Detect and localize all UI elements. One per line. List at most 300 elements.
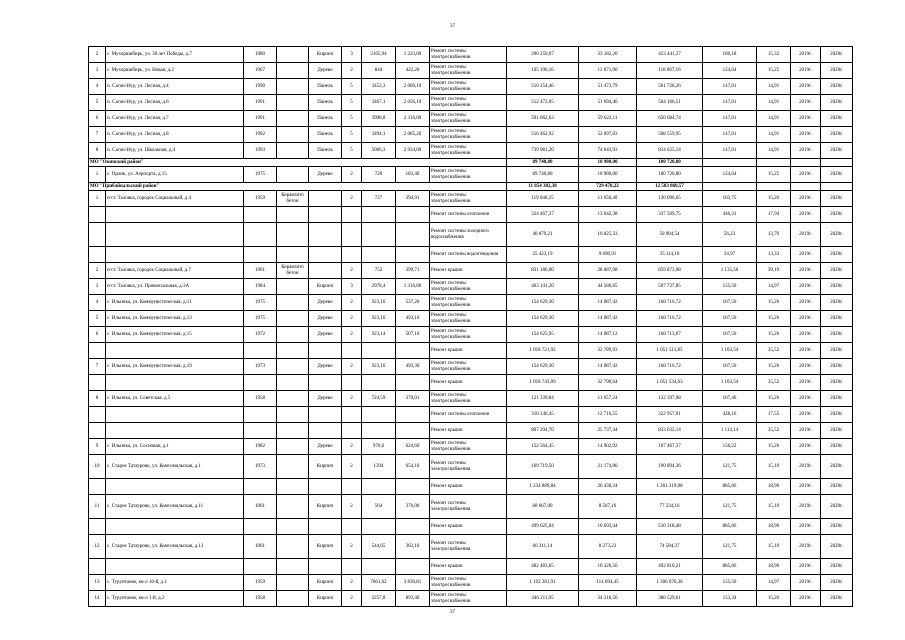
- cost-extra: 14 087,42: [579, 311, 637, 327]
- address: с. Ильинка, ул. Коммунистическая, д.11: [106, 295, 244, 311]
- empty-cell: [362, 407, 396, 423]
- cost-extra-per-m2: 15,26: [757, 391, 791, 407]
- table-row: [89, 111, 853, 127]
- cost-extra: 59 622,11: [579, 111, 637, 127]
- total-area: 2257,8: [362, 591, 396, 607]
- address: п. Саган-Нур, ул. Лесная, д.7: [106, 111, 244, 127]
- empty-cell: [342, 247, 362, 263]
- cost-main: 324 467,37: [507, 207, 579, 223]
- cost-total: 74 584,37: [637, 535, 703, 559]
- year-start: 2019г.: [791, 407, 821, 423]
- wall-material-a: [277, 311, 309, 327]
- empty-cell: [309, 207, 342, 223]
- work-type: Ремонт системы отопления: [430, 207, 507, 223]
- cost-per-m2: 147,81: [703, 127, 757, 143]
- floors: 2: [342, 167, 362, 183]
- cost-main: 169 719,50: [507, 455, 579, 479]
- work-type: Ремонт крыши: [430, 559, 507, 575]
- work-type: Ремонт системы электроснабжения: [430, 167, 507, 183]
- address: п/ст. Таловка, городок Социальный, д.4: [106, 191, 244, 207]
- empty-cell: [362, 207, 396, 223]
- year-end: 2020г.: [821, 375, 853, 391]
- empty-cell: [396, 423, 430, 439]
- empty-cell: [791, 159, 821, 167]
- sub-row: [89, 247, 853, 263]
- wall-material-a: [277, 575, 309, 591]
- sub-row: [89, 559, 853, 575]
- address: с. Ильинка, ул. Коммунистическая, д.15: [106, 327, 244, 343]
- wall-material-a: [277, 79, 309, 95]
- floors: 5: [342, 127, 362, 143]
- cost-extra-per-m2: 15,20: [757, 591, 791, 607]
- floors: 2: [342, 391, 362, 407]
- empty-cell: [362, 479, 396, 495]
- cost-extra-per-m2: 14,91: [757, 127, 791, 143]
- cost-extra: 11 057,24: [579, 391, 637, 407]
- address: с. Орлик, ул. Аэрпорта, д.15: [106, 167, 244, 183]
- empty-cell: [106, 207, 244, 223]
- year-end: 2020г.: [821, 207, 853, 223]
- cost-total: 492 810,21: [637, 559, 703, 575]
- work-type: Ремонт системы электроснабжения: [430, 191, 507, 207]
- wall-material-a: [277, 295, 309, 311]
- year-end: 2020г.: [821, 359, 853, 375]
- section-row: [89, 159, 853, 167]
- year-end: 2020г.: [821, 575, 853, 591]
- year-built: 1961: [244, 535, 277, 559]
- year-built: 1959: [244, 575, 277, 591]
- table-row: [89, 391, 853, 407]
- year-start: 2019г.: [791, 327, 821, 343]
- cost-per-m2: 155,50: [703, 575, 757, 591]
- year-start: 2019г.: [791, 423, 821, 439]
- year-end: 2020г.: [821, 111, 853, 127]
- empty-cell: [277, 207, 309, 223]
- cost-extra-per-m2: 17,94: [757, 207, 791, 223]
- cost-main: 512 472,05: [507, 95, 579, 111]
- empty-cell: [244, 407, 277, 423]
- year-built: 1975: [244, 295, 277, 311]
- cost-extra: 51 473,79: [579, 79, 637, 95]
- cost-main: 89 740,80: [507, 167, 579, 183]
- empty-cell: [244, 343, 277, 359]
- year-start: 2019г.: [791, 79, 821, 95]
- cost-main: 1 234 889,84: [507, 479, 579, 495]
- cost-per-m2: 121,75: [703, 495, 757, 519]
- table-row: [89, 575, 853, 591]
- empty-cell: [277, 479, 309, 495]
- year-end: 2020г.: [821, 423, 853, 439]
- floors: 5: [342, 95, 362, 111]
- living-area: 654,10: [396, 455, 430, 479]
- wall-material: Панель: [309, 111, 342, 127]
- empty-cell: [244, 223, 277, 247]
- year-end: 2020г.: [821, 495, 853, 519]
- year-start: 2019г.: [791, 207, 821, 223]
- year-end: 2020г.: [821, 223, 853, 247]
- cost-total: 1 051 534,63: [637, 375, 703, 391]
- floors: 2: [342, 439, 362, 455]
- row-number: 1: [89, 191, 106, 207]
- work-type: Ремонт системы электроснабжения: [430, 279, 507, 295]
- cost-per-m2: 167,50: [703, 295, 757, 311]
- row-number: 10: [89, 455, 106, 479]
- year-built: 1973: [244, 359, 277, 375]
- living-area: 624,60: [396, 439, 430, 455]
- wall-material: Дерево: [309, 439, 342, 455]
- cost-extra-per-m2: 14,91: [757, 143, 791, 159]
- cost-extra: 14 087,12: [579, 327, 637, 343]
- year-end: 2020г.: [821, 127, 853, 143]
- empty-cell: [244, 423, 277, 439]
- cost-extra-per-m2: 14,91: [757, 111, 791, 127]
- floors: 5: [342, 79, 362, 95]
- work-type: Ремонт системы электроснабжения: [430, 311, 507, 327]
- work-type: Ремонт системы электроснабжения: [430, 391, 507, 407]
- year-start: 2019г.: [791, 95, 821, 111]
- empty-cell: [89, 343, 106, 359]
- empty-cell: [396, 559, 430, 575]
- empty-cell: [396, 407, 430, 423]
- year-built: 1975: [244, 311, 277, 327]
- row-number: 7: [89, 127, 106, 143]
- wall-material-a: [277, 535, 309, 559]
- empty-cell: [309, 247, 342, 263]
- cost-total: 130 096,65: [637, 191, 703, 207]
- wall-material-a: [277, 495, 309, 519]
- cost-per-m2: 56,23: [703, 223, 757, 247]
- cost-main: 739 981,20: [507, 143, 579, 159]
- year-end: 2020г.: [821, 263, 853, 279]
- floors: 5: [342, 111, 362, 127]
- empty-cell: [342, 423, 362, 439]
- living-area: 1 223,00: [396, 47, 430, 63]
- year-end: 2020г.: [821, 327, 853, 343]
- cost-total: 168 716,72: [637, 311, 703, 327]
- wall-material: Дерево: [309, 167, 342, 183]
- living-area: 2 056,10: [396, 95, 430, 111]
- year-start: 2019г.: [791, 247, 821, 263]
- living-area: 399,71: [396, 263, 430, 279]
- year-start: 2019г.: [791, 127, 821, 143]
- empty-cell: [277, 423, 309, 439]
- living-area: 493,10: [396, 311, 430, 327]
- cost-per-m2: 124,64: [703, 167, 757, 183]
- row-number: 3: [89, 63, 106, 79]
- cost-total: 168 716,72: [637, 295, 703, 311]
- living-area: 422,20: [396, 63, 430, 79]
- cost-extra-per-m2: 15,25: [757, 63, 791, 79]
- row-number: 7: [89, 359, 106, 375]
- page-number-bottom: 37: [450, 610, 455, 615]
- cost-extra-per-m2: 14,97: [757, 279, 791, 295]
- cost-extra: 28 687,08: [579, 263, 637, 279]
- empty-cell: [396, 375, 430, 391]
- wall-material-a: [277, 439, 309, 455]
- cost-extra: 21 174,86: [579, 455, 637, 479]
- year-start: 2019г.: [791, 263, 821, 279]
- cost-extra-per-m2: 15,26: [757, 439, 791, 455]
- cost-main: 516 462,92: [507, 127, 579, 143]
- year-end: 2020г.: [821, 63, 853, 79]
- year-end: 2020г.: [821, 559, 853, 575]
- cost-per-m2: 124,64: [703, 63, 757, 79]
- wall-material: Дерево: [309, 359, 342, 375]
- cost-total: 568 559,95: [637, 127, 703, 143]
- empty-cell: [396, 207, 430, 223]
- cost-extra-per-m2: 18,96: [757, 559, 791, 575]
- address: с. Турунтаево, кв-л 16-й, д.1: [106, 575, 244, 591]
- year-end: 2020г.: [821, 79, 853, 95]
- work-type: Ремонт системы электроснабжения: [430, 111, 507, 127]
- address: с. Ильинка, ул. Советская, д.5: [106, 391, 244, 407]
- cost-extra: 8 567,16: [579, 495, 637, 519]
- wall-material-a: [277, 63, 309, 79]
- cost-per-m2: 167,50: [703, 327, 757, 343]
- living-area: 493,30: [396, 359, 430, 375]
- cost-extra: 11 050,40: [579, 191, 637, 207]
- cost-main: 346 211,05: [507, 591, 579, 607]
- wall-material-a: [277, 279, 309, 295]
- year-end: 2020г.: [821, 95, 853, 111]
- cost-extra-per-m2: 15,26: [757, 359, 791, 375]
- year-built: 1961: [244, 495, 277, 519]
- year-start: 2019г.: [791, 375, 821, 391]
- section-total-extra: 10 980,00: [579, 159, 637, 167]
- year-start: 2019г.: [791, 311, 821, 327]
- empty-cell: [89, 519, 106, 535]
- work-type: Ремонт системы электроснабжения: [430, 127, 507, 143]
- cost-extra-per-m2: 15,20: [757, 191, 791, 207]
- total-area: 727: [362, 191, 396, 207]
- empty-cell: [362, 223, 396, 247]
- cost-extra: 12 716,55: [579, 407, 637, 423]
- wall-material: Дерево: [309, 327, 342, 343]
- sub-row: [89, 343, 853, 359]
- empty-cell: [277, 559, 309, 575]
- table-row: [89, 327, 853, 343]
- address: п. Саган-Нур, ул. Лесная, д.4: [106, 79, 244, 95]
- table-row: [89, 95, 853, 111]
- cost-per-m2: 1 114,14: [703, 423, 757, 439]
- cost-main: 1 018 743,09: [507, 375, 579, 391]
- table-row: [89, 127, 853, 143]
- wall-material-a: [277, 391, 309, 407]
- empty-cell: [309, 479, 342, 495]
- work-type: Ремонт системы электроснабжения: [430, 79, 507, 95]
- cost-main: 121 339,84: [507, 391, 579, 407]
- floors: 2: [342, 191, 362, 207]
- address: с. Старое Татаурово, ул. Комсомольская, д.13: [106, 535, 244, 559]
- table-row: [89, 143, 853, 159]
- cost-extra-per-m2: 14,97: [757, 575, 791, 591]
- cost-total: 423 441,27: [637, 47, 703, 63]
- section-total-main: 11 854 382,38: [507, 183, 579, 191]
- living-area: 2 085,20: [396, 127, 430, 143]
- empty-cell: [244, 375, 277, 391]
- work-type: Ремонт крыши: [430, 423, 507, 439]
- year-start: 2019г.: [791, 359, 821, 375]
- work-type: Ремонт крыши: [430, 375, 507, 391]
- empty-cell: [309, 407, 342, 423]
- cost-extra: 14 087,42: [579, 295, 637, 311]
- cost-per-m2: 147,81: [703, 95, 757, 111]
- cost-main: 591 062,63: [507, 111, 579, 127]
- table-row: [89, 167, 853, 183]
- row-number: 1: [89, 167, 106, 183]
- cost-total: 1 051 511,85: [637, 343, 703, 359]
- table-row: [89, 439, 853, 455]
- year-built: 1973: [244, 455, 277, 479]
- total-area: 3452,3: [362, 79, 396, 95]
- empty-cell: [342, 375, 362, 391]
- year-start: 2019г.: [791, 559, 821, 575]
- wall-material: Кирпич: [309, 575, 342, 591]
- row-number: 12: [89, 535, 106, 559]
- address: с. Мухоршибирь, ул. 30 лет Победы, д.7: [106, 47, 244, 63]
- year-end: 2020г.: [821, 479, 853, 495]
- total-area: 752: [362, 263, 396, 279]
- cost-per-m2: 155,50: [703, 279, 757, 295]
- sub-row: [89, 519, 853, 535]
- table-row: [89, 535, 853, 559]
- row-number: 5: [89, 95, 106, 111]
- wall-material: Дерево: [309, 63, 342, 79]
- empty-cell: [362, 423, 396, 439]
- wall-material: [309, 263, 342, 279]
- row-number: 2: [89, 263, 106, 279]
- work-type: Ремонт системы электроснабжения: [430, 47, 507, 63]
- living-area: 1 316,80: [396, 279, 430, 295]
- address: с. Ильинка, ул. Коммунистическая, д.13: [106, 311, 244, 327]
- cost-extra-per-m2: 39,19: [757, 263, 791, 279]
- year-start: 2019г.: [791, 111, 821, 127]
- floors: 2: [342, 295, 362, 311]
- address: с. Турунтаево, кв-л 1-й, д.2: [106, 591, 244, 607]
- cost-per-m2: 147,81: [703, 111, 757, 127]
- sub-row: [89, 423, 853, 439]
- total-area: 724,59: [362, 391, 396, 407]
- empty-cell: [277, 519, 309, 535]
- year-start: 2019г.: [791, 191, 821, 207]
- cost-total: 322 957,01: [637, 407, 703, 423]
- cost-extra-per-m2: 17,55: [757, 407, 791, 423]
- table-row: [89, 359, 853, 375]
- cost-main: 154 629,30: [507, 311, 579, 327]
- year-end: 2020г.: [821, 455, 853, 479]
- empty-cell: [277, 343, 309, 359]
- empty-cell: [106, 423, 244, 439]
- cost-main: 463 141,20: [507, 279, 579, 295]
- cost-per-m2: 885,86: [703, 479, 757, 495]
- address: с. Ильинка, ул. Коммунистическая, д.19: [106, 359, 244, 375]
- table-row: [89, 591, 853, 607]
- work-type: Ремонт системы электроснабжения: [430, 359, 507, 375]
- floors: 5: [342, 143, 362, 159]
- wall-material: Кирпич: [309, 279, 342, 295]
- cost-extra-per-m2: 15,19: [757, 455, 791, 479]
- empty-cell: [362, 247, 396, 263]
- address: п. Саган-Нур, ул. Лесная, д.6: [106, 95, 244, 111]
- empty-cell: [106, 559, 244, 575]
- empty-cell: [703, 159, 757, 167]
- floors: 2: [342, 327, 362, 343]
- year-end: 2020г.: [821, 519, 853, 535]
- cost-extra-per-m2: 15,19: [757, 495, 791, 519]
- cost-total: 380 529,61: [637, 591, 703, 607]
- cost-total: 167 467,37: [637, 439, 703, 455]
- empty-cell: [342, 559, 362, 575]
- year-end: 2020г.: [821, 407, 853, 423]
- wall-material-a: [277, 143, 309, 159]
- work-type: Ремонт системы электроснабжения: [430, 495, 507, 519]
- empty-cell: [277, 223, 309, 247]
- empty-cell: [89, 375, 106, 391]
- repair-schedule-table: [88, 46, 853, 607]
- total-area: 5006,3: [362, 143, 396, 159]
- year-end: 2020г.: [821, 391, 853, 407]
- empty-cell: [309, 559, 342, 575]
- cost-extra: 9 690,91: [579, 247, 637, 263]
- row-number: 13: [89, 575, 106, 591]
- cost-extra: 32 789,93: [579, 343, 637, 359]
- living-area: 394,91: [396, 191, 430, 207]
- year-end: 2020г.: [821, 343, 853, 359]
- year-built: 1958: [244, 391, 277, 407]
- total-area: 3494,1: [362, 127, 396, 143]
- wall-material: Кирпич: [309, 535, 342, 559]
- empty-cell: [757, 159, 791, 167]
- year-built: 1990: [244, 79, 277, 95]
- wall-material-a: [277, 127, 309, 143]
- table-row: [89, 263, 853, 279]
- cost-extra: 14 087,42: [579, 359, 637, 375]
- empty-cell: [244, 479, 277, 495]
- living-area: 507,10: [396, 327, 430, 343]
- cost-total: 77 234,16: [637, 495, 703, 519]
- year-built: 1961: [244, 263, 277, 279]
- year-start: 2019г.: [791, 391, 821, 407]
- work-type: Ремонт системы электроснабжения: [430, 95, 507, 111]
- floors: 3: [342, 47, 362, 63]
- empty-cell: [309, 423, 342, 439]
- cost-main: 40 879,21: [507, 223, 579, 247]
- wall-material: Панель: [309, 127, 342, 143]
- year-end: 2020г.: [821, 167, 853, 183]
- work-type: Ремонт системы электроснабжения: [430, 327, 507, 343]
- cost-per-m2: 156,22: [703, 439, 757, 455]
- work-type: Ремонт системы электроснабжения: [430, 455, 507, 479]
- year-end: 2020г.: [821, 535, 853, 559]
- living-area: 363,10: [396, 535, 430, 559]
- total-area: 844: [362, 63, 396, 79]
- cost-per-m2: 428,16: [703, 407, 757, 423]
- empty-cell: [362, 375, 396, 391]
- living-area: 370,01: [396, 391, 430, 407]
- living-area: 893,40: [396, 591, 430, 607]
- cost-extra-per-m2: 35,52: [757, 423, 791, 439]
- table-row: [89, 455, 853, 479]
- living-area: 3 830,81: [396, 575, 430, 591]
- empty-cell: [396, 519, 430, 535]
- year-start: 2019г.: [791, 143, 821, 159]
- work-type: Ремонт системы электроснабжения: [430, 591, 507, 607]
- floors: 2: [342, 311, 362, 327]
- empty-cell: [396, 479, 430, 495]
- cost-extra: 114 694,45: [579, 575, 637, 591]
- cost-total: 100 720,80: [637, 167, 703, 183]
- year-built: 1959: [244, 191, 277, 207]
